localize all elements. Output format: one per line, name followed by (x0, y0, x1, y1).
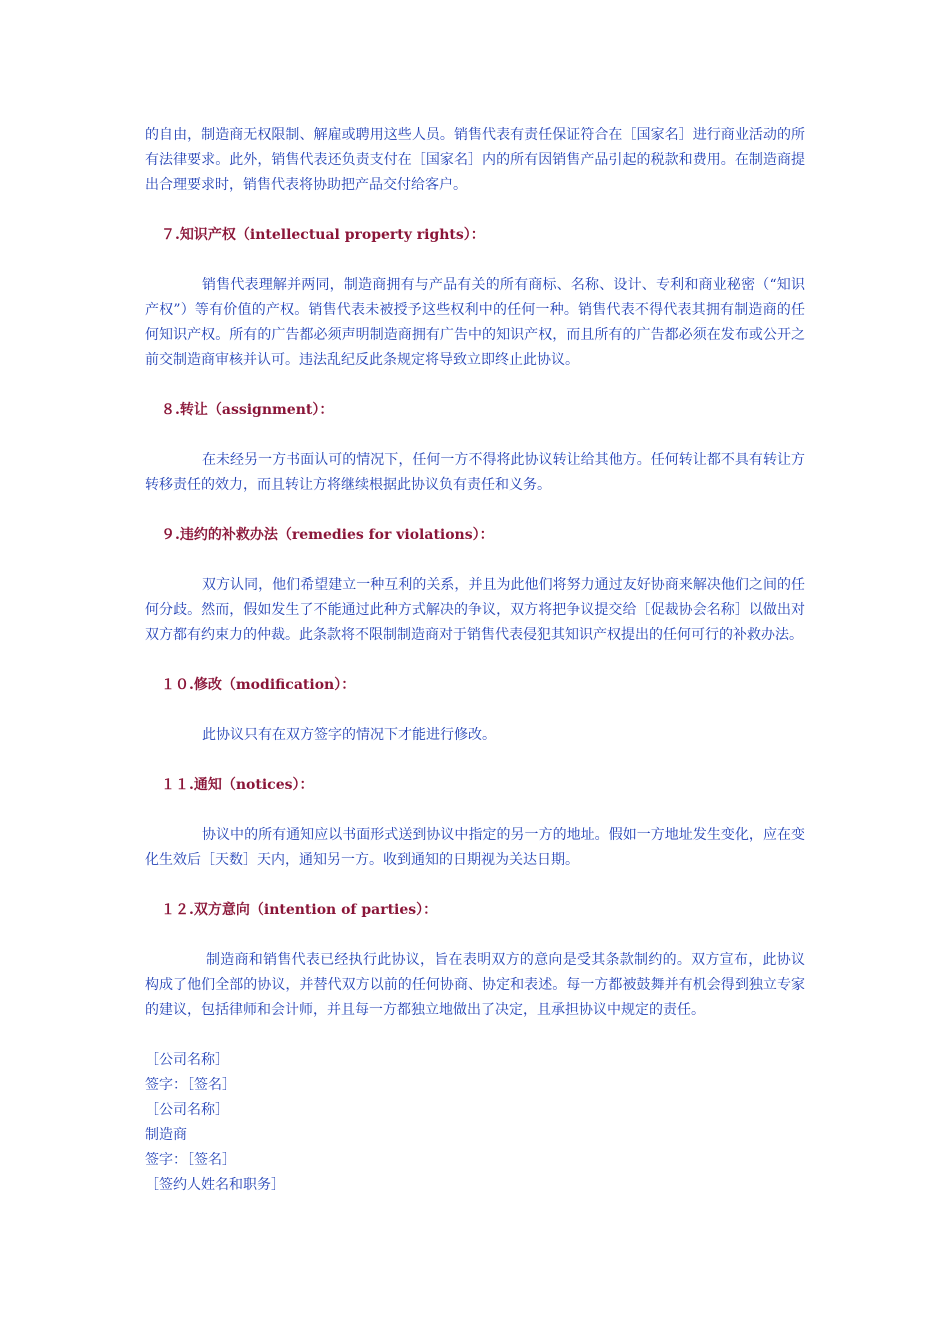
spacer (145, 373, 805, 398)
spacer (145, 798, 805, 823)
section-body-intellectual-property: 销售代表理解并两同，制造商拥有与产品有关的所有商标、名称、设计、专利和商业秘密（“知识产权”）等有价值的产权。销售代表未被授予这些权利中的任何一种。销售代表不得代表其拥有制造商的任何知识产权。所有的广告都必须声明制造商拥有广告中的知识产权，而且所有的广告都必须在发布或公开之前交制造商审核并认可。违法乱纪反此条规定将导致立即终止此协议。 (145, 277, 805, 368)
section-heading-remedies: ９.违约的补救办法（remedies for violations）： (161, 527, 494, 543)
spacer (145, 1023, 805, 1048)
intro-paragraph: 的自由，制造商无权限制、解雇或聘用这些人员。销售代表有责任保证符合在［国家名］进行商业活动的所有法律要求。此外，销售代表还负责支付在［国家名］内的所有因销售产品引起的税款和费用。在制造商提出合理要求时，销售代表将协助把产品交付给客户。 (145, 127, 805, 193)
spacer (145, 423, 805, 448)
spacer (145, 648, 805, 673)
signature-company-name: ［公司名称］ (145, 1052, 229, 1068)
section-body-intention: 制造商和销售代表已经执行此协议，旨在表明双方的意向是受其条款制约的。双方宣布，此协议构成了他们全部的协议，并替代双方以前的任何协商、协定和表述。每一方都被鼓舞并有机会得到独立专家的建议，包括律师和会计师，并且每一方都独立地做出了决定，且承担协议中规定的责任。 (145, 952, 805, 1018)
signatory-name-title: ［签约人姓名和职务］ (145, 1177, 285, 1193)
signature-party-label: 制造商 (145, 1127, 187, 1143)
spacer (145, 698, 805, 723)
spacer (145, 923, 805, 948)
spacer (145, 248, 805, 273)
signature-line: 签字：［签名］ (145, 1077, 236, 1093)
section-heading-intellectual-property: ７.知识产权（intellectual property rights）： (161, 227, 485, 243)
section-heading-modification: １０.修改（modification）： (161, 677, 356, 693)
spacer (145, 198, 805, 223)
spacer (145, 748, 805, 773)
section-body-modification: 此协议只有在双方签字的情况下才能进行修改。 (202, 727, 496, 743)
section-heading-assignment: ８.转让（assignment）： (161, 402, 334, 418)
spacer (145, 548, 805, 573)
spacer (145, 498, 805, 523)
document-page (145, 123, 805, 1198)
section-body-remedies: 双方认同，他们希望建立一种互利的关系，并且为此他们将努力通过友好协商来解决他们之间的任何分歧。然而，假如发生了不能通过此种方式解决的争议，双方将把争议提交给［促裁协会名称］以做出对双方都有约束力的仲裁。此条款将不限制制造商对于销售代表侵犯其知识产权提出的任何可行的补救办法。 (145, 577, 805, 643)
signature-company-name: ［公司名称］ (145, 1102, 229, 1118)
section-heading-notices: １１.通知（notices）： (161, 777, 314, 793)
signature-line: 签字：［签名］ (145, 1152, 236, 1168)
section-body-assignment: 在未经另一方书面认可的情况下，任何一方不得将此协议转让给其他方。任何转让都不具有转让方转移责任的效力，而且转让方将继续根据此协议负有责任和义务。 (145, 452, 805, 493)
section-body-notices: 协议中的所有通知应以书面形式送到协议中指定的另一方的地址。假如一方地址发生变化，应在变化生效后［天数］天内，通知另一方。收到通知的日期视为关达日期。 (145, 827, 805, 868)
signature-block (145, 1048, 805, 1198)
spacer (145, 873, 805, 898)
section-heading-intention: １２.双方意向（intention of parties）： (161, 902, 438, 918)
